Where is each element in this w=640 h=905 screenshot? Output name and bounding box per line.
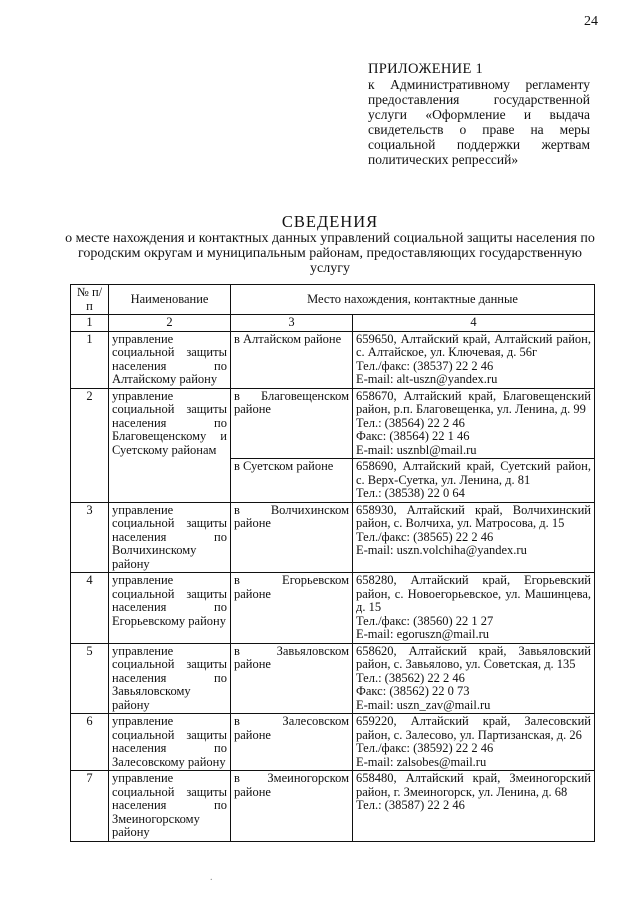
contact-phone: Факс: (38562) 22 0 73	[356, 684, 470, 698]
appendix-block	[368, 62, 590, 167]
contact-phone: Тел./факс: (38592) 22 2 46	[356, 741, 494, 755]
office-name: управление социальной защиты населения по Завьяловскому району	[109, 643, 231, 714]
offices-table	[70, 284, 595, 842]
contact-address: 658480, Алтайский край, Змеиногорский район, г. Змеиногорск, ул. Ленина, д. 68	[356, 771, 591, 799]
contact-email: E-mail: zalsobes@mail.ru	[356, 754, 487, 769]
contact-phone: Тел./факс: (38560) 22 1 27	[356, 613, 494, 628]
heading-title: СВЕДЕНИЯ	[281, 212, 379, 231]
contact-email: E-mail: usznbl@mail.ru	[356, 442, 477, 457]
office-name: управление социальной защиты населения по Алтайскому району	[109, 331, 231, 388]
header-location: Место нахождения, контактные данные	[231, 285, 595, 315]
appendix-text: к Административному регламенту предоставления государственной услуги «Оформление и выдача свидетельств о праве на меры социальной поддержки жертвам политических репрессий»	[368, 77, 590, 167]
office-name: управление социальной защиты населения по Егорьевскому району	[109, 573, 231, 644]
index-cell: 1	[71, 315, 109, 332]
heading-subtitle: о месте нахождения и контактных данных управлений социальной защиты населения по городским округам и муниципальным районам, предоставляющих государственную услугу	[65, 231, 595, 276]
table-row	[71, 643, 595, 714]
table-row	[71, 502, 595, 573]
office-district: в Завьяловском районе	[231, 643, 353, 714]
office-name: управление социальной защиты населения по Благовещенскому и Суетскому районам	[109, 388, 231, 502]
office-district: в Суетском районе	[231, 459, 353, 503]
office-name: управление социальной защиты населения по Змеиногорскому району	[109, 771, 231, 842]
row-number: 7	[71, 771, 109, 842]
row-number: 4	[71, 573, 109, 644]
office-district: в Залесовском районе	[231, 714, 353, 771]
header-name: Наименование	[109, 285, 231, 315]
index-cell: 3	[231, 315, 353, 332]
index-cell: 4	[353, 315, 595, 332]
row-number: 2	[71, 388, 109, 502]
office-contacts	[353, 771, 595, 842]
table-index-row	[71, 315, 595, 332]
office-contacts	[353, 459, 595, 503]
contact-address: 659650, Алтайский край, Алтайский район, с. Алтайское, ул. Ключевая, д. 56г	[356, 331, 591, 359]
table-row	[71, 388, 595, 459]
contact-email: E-mail: uszn.volchiha@yandex.ru	[356, 543, 527, 557]
contact-phone: Тел.: (38587) 22 2 46	[356, 798, 465, 812]
office-contacts	[353, 331, 595, 388]
contact-email: E-mail: alt-uszn@yandex.ru	[356, 372, 498, 386]
row-number: 3	[71, 502, 109, 573]
table-header-row	[71, 285, 595, 315]
contact-address: 659220, Алтайский край, Залесовский район, с. Залесово, ул. Партизанская, д. 26	[356, 714, 591, 742]
contact-email: E-mail: uszn_zav@mail.ru	[356, 697, 491, 712]
office-contacts	[353, 714, 595, 771]
scan-mark: .	[210, 872, 213, 883]
contact-phone: Факс: (38564) 22 1 46	[356, 429, 470, 443]
office-contacts	[353, 388, 595, 459]
contact-address: 658670, Алтайский край, Благовещенский район, р.п. Благовещенка, ул. Ленина, д. 99	[356, 388, 591, 416]
table-row	[71, 714, 595, 771]
office-district: в Волчихинском районе	[231, 502, 353, 573]
row-number: 1	[71, 331, 109, 388]
header-num: № п/п	[71, 285, 109, 315]
page-number: 24	[584, 14, 598, 29]
contact-email: E-mail: egoruszn@mail.ru	[356, 627, 490, 641]
table-body	[71, 331, 595, 841]
office-district: в Алтайском районе	[231, 331, 353, 388]
office-name: управление социальной защиты населения по Волчихинскому району	[109, 502, 231, 573]
contact-address: 658620, Алтайский край, Завьяловский район, с. Завьялово, ул. Советская, д. 135	[356, 643, 591, 671]
appendix-title: ПРИЛОЖЕНИЕ 1	[368, 61, 484, 77]
contact-phone: Тел./факс: (38565) 22 2 46	[356, 529, 494, 544]
office-contacts	[353, 643, 595, 714]
document-heading	[60, 213, 600, 276]
contact-phone: Тел.: (38564) 22 2 46	[356, 415, 465, 430]
contact-address: 658930, Алтайский край, Волчихинский район, с. Волчиха, ул. Матросова, д. 15	[356, 502, 591, 530]
contact-phone: Тел.: (38538) 22 0 64	[356, 486, 465, 500]
contact-address: 658690, Алтайский край, Суетский район, с. Верх-Суетка, ул. Ленина, д. 81	[356, 459, 591, 487]
office-contacts	[353, 502, 595, 573]
table-row	[71, 771, 595, 842]
office-name: управление социальной защиты населения по Залесовскому району	[109, 714, 231, 771]
contact-phone: Тел.: (38562) 22 2 46	[356, 670, 465, 685]
office-district: в Благовещенском районе	[231, 388, 353, 459]
office-district: в Змеиногорском районе	[231, 771, 353, 842]
row-number: 6	[71, 714, 109, 771]
index-cell: 2	[109, 315, 231, 332]
contact-phone: Тел./факс: (38537) 22 2 46	[356, 358, 494, 373]
office-contacts	[353, 573, 595, 644]
table-row	[71, 573, 595, 644]
row-number: 5	[71, 643, 109, 714]
contact-address: 658280, Алтайский край, Егорьевский район, с. Новоегорьевское, ул. Машинцева, д. 15	[356, 573, 591, 614]
table-row	[71, 331, 595, 388]
office-district: в Егорьевском районе	[231, 573, 353, 644]
